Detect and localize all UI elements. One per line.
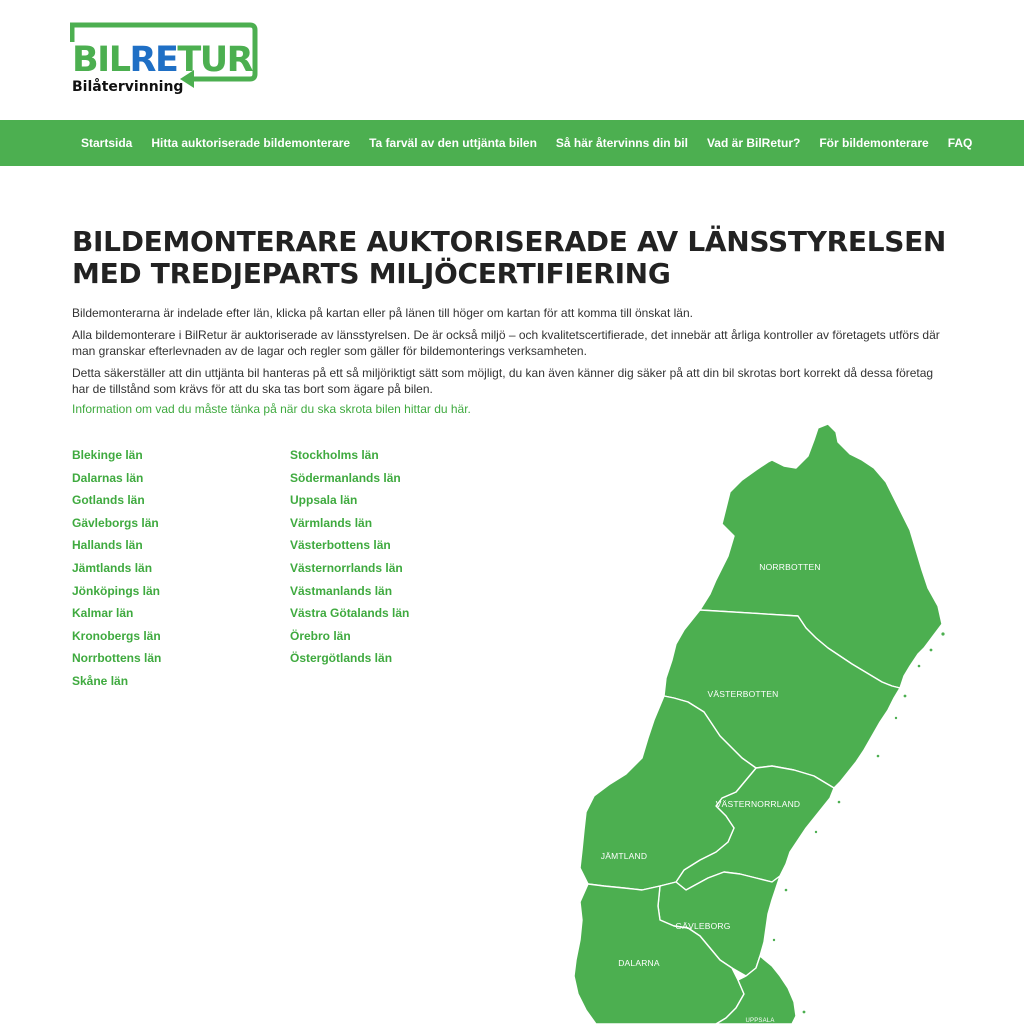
county-link-sodermanland[interactable]: Södermanlands län — [290, 470, 401, 485]
map-label-dalarna: DALARNA — [618, 958, 660, 968]
county-link-dalarna[interactable]: Dalarnas län — [72, 470, 144, 485]
page-title: BILDEMONTERARE AUKTORISERADE AV LÄNSSTYRELSEN MED TREDJEPARTS MILJÖCERTIFIERING — [72, 225, 947, 290]
county-link-stockholm[interactable]: Stockholms län — [290, 448, 379, 462]
county-link-vastmanland[interactable]: Västmanlands län — [290, 583, 393, 598]
county-link-kronoberg[interactable]: Kronobergs län — [72, 628, 161, 643]
svg-text:BILRETUR — [72, 40, 254, 80]
map-label-vasternorrland: VÄSTERNORRLAND — [715, 799, 801, 809]
map-label-gavleborg: GÄVLEBORG — [675, 921, 731, 931]
nav-sa-har-atervinns[interactable]: Så här återvinns din bil — [555, 136, 688, 150]
county-link-norrbotten[interactable]: Norrbottens län — [72, 651, 162, 666]
logo-tur: TUR — [177, 40, 253, 80]
scrap-info-link[interactable]: Information om vad du måste tänka på när du ska skrota bilen hittar du här. — [72, 402, 471, 416]
logo-bil: BIL — [72, 40, 130, 80]
map-label-norrbotten: NORRBOTTEN — [759, 562, 821, 572]
map-label-uppsala: UPPSALA — [745, 1018, 775, 1024]
map-label-jamtland: JÄMTLAND — [600, 851, 648, 861]
assurance-paragraph: Detta säkerställer att din uttjänta bil hanteras på ett så miljöriktigt sätt som möjligt, du kan även känner dig säker på att din bil skrotas bort korrekt då dessa företag har de tillstånd som krävs för att du ska tas bort som ägare på bilen. — [72, 366, 934, 396]
map-label-vasterbotten: VÄSTERBOTTEN — [707, 689, 779, 699]
county-link-varmland[interactable]: Värmlands län — [290, 515, 373, 530]
nav-for-bildemonterare[interactable]: För bildemonterare — [819, 136, 929, 150]
county-link-uppsala[interactable]: Uppsala län — [290, 493, 358, 508]
county-link-ostergotland[interactable]: Östergötlands län — [290, 651, 393, 666]
county-list-right — [290, 448, 409, 674]
county-link-orebro[interactable]: Örebro län — [290, 628, 351, 643]
county-link-vastra-gotaland[interactable]: Västra Götalands län — [290, 606, 410, 621]
main-nav — [0, 120, 1024, 166]
logo-re: RE — [129, 40, 178, 80]
county-link-kalmar[interactable]: Kalmar län — [72, 606, 134, 621]
county-link-jamtland[interactable]: Jämtlands län — [72, 560, 153, 575]
logo-tagline: Bilåtervinning — [72, 79, 184, 95]
county-link-gotland[interactable]: Gotlands län — [72, 493, 145, 508]
certification-paragraph: Alla bildemonterare i BilRetur är auktoriserade av länsstyrelsen. De är också miljö – och kvalitetscertifierade, det innebär att årliga kontroller av företagets utförs där man granskar efterlevnaden av de lagar och regler som gäller för bildemonterings verksamheten. — [72, 328, 940, 358]
intro-paragraph: Bildemonterarna är indelade efter län, klicka på kartan eller på länen till höger om kartan för att komma till önskat län. — [72, 306, 693, 320]
county-link-vasterbotten[interactable]: Västerbottens län — [290, 538, 391, 553]
bilretur-logo[interactable] — [70, 22, 258, 98]
return-arrow-icon — [70, 22, 258, 98]
nav-vad-ar-bilretur[interactable]: Vad är BilRetur? — [706, 136, 801, 150]
nav-faq[interactable]: FAQ — [947, 136, 973, 150]
county-link-halland[interactable]: Hallands län — [72, 538, 143, 553]
county-list-left — [72, 448, 161, 697]
county-link-skane[interactable]: Skåne län — [72, 673, 129, 688]
nav-ta-farval[interactable]: Ta farväl av den uttjänta bilen — [369, 136, 537, 150]
county-link-gavleborg[interactable]: Gävleborgs län — [72, 515, 159, 530]
county-link-jonkoping[interactable]: Jönköpings län — [72, 583, 161, 598]
county-link-blekinge[interactable]: Blekinge län — [72, 448, 143, 462]
site-header — [0, 0, 1024, 120]
county-link-vasternorrland[interactable]: Västernorrlands län — [290, 560, 403, 575]
nav-startsida[interactable]: Startsida — [81, 136, 133, 150]
sweden-county-map — [560, 420, 960, 1024]
nav-hitta-bildemonterare[interactable]: Hitta auktoriserade bildemonterare — [151, 136, 351, 150]
